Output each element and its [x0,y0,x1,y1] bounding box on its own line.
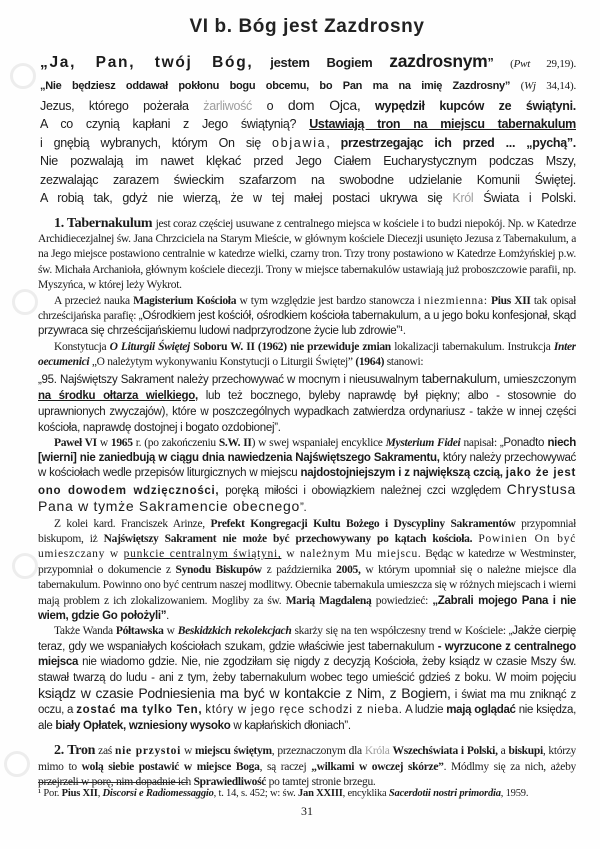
text-segment: umieszczonym [500,373,576,386]
page-footer [38,782,576,819]
text-segment: ksiądz w czasie Podniesienia ma być w kontakcie z Nim, z Bogiem, [38,685,451,702]
text-segment: , t. 14, s. 452; w: św. [213,788,298,799]
text-segment: Wj [524,80,536,92]
text-segment: W moim pojęciu [495,671,576,684]
text-segment: . Módlmy się za nich, ażeby przejrzeli w porę, nim dopadnie ich [38,760,576,789]
intro-quote-block [40,50,576,208]
text-segment: tak opisał chrześcijańska parafię: [38,294,576,322]
text-segment: ) w swej wspaniałej encyklice [251,436,386,449]
text-segment: Synodu Biskupów [175,563,262,576]
text-segment: Mysterium Fidei [385,436,461,449]
text-segment: biały Opłatek, [55,719,126,732]
text-segment: napisał: [460,436,500,449]
paragraph [38,371,576,436]
text-segment: z października [261,563,337,576]
text-segment: Będąc w katedrze w Westminster, przypomniał o dokumencie z [38,548,576,576]
text-segment: żarliwość [203,98,252,113]
text-segment: 1965 [110,436,133,449]
text-segment: A ludzie [402,704,447,717]
binder-hole [12,289,38,315]
text-segment: r. (po zakończeniu [132,436,219,449]
text-segment: objawia [272,135,327,150]
text-segment: Świata i Polski. [473,191,576,205]
text-segment: w [163,625,178,638]
text-segment: Sacerdotii nostri primordia [388,788,501,799]
binder-hole [12,553,38,579]
text-segment: w kapłańskich dłoniach”. [230,719,351,732]
text-segment: 2005, [336,563,361,576]
page-title: VI b. Bóg jest Zazdrosny [189,16,425,37]
text-segment: jestem Bogiem [253,55,390,70]
text-segment: na swobodne udzielanie Komunii Świętej. [296,172,576,187]
text-segment: zazdrosnym [389,51,488,71]
text-segment: zezwalając zarazem [40,172,174,187]
text-segment: Prefekt Kongregacji Kultu Bożego i Dyscypliny Sakramentów [210,517,516,530]
text-segment: jako że jest ono dowodem wdzięczności, [38,467,576,497]
text-segment: „O należytym wykonywaniu Konstytucji o Liturgii Świętej” [89,356,356,369]
text-segment: 2. Tron [54,743,96,759]
text-segment: który w jego ręce schodzi z nieba. [205,704,403,717]
page-number: 31 [301,804,313,818]
intro-line [40,171,576,190]
text-segment: - wyrzucone z centralnego miejsca [38,640,576,669]
text-segment: 29,19). [530,58,577,70]
text-segment: Króla [364,745,390,758]
text-segment: S.W. II [218,436,252,449]
text-segment: w [180,745,196,758]
text-segment: . [166,610,169,623]
text-segment: świeckim szafarzom [173,171,297,187]
text-segment: biskupi [508,745,543,758]
text-segment: Paweł VI [54,436,97,449]
text-segment: , przeznaczonym dla [271,745,365,758]
text-segment: „Nie będziesz oddawał pokłonu bogu obcemu, bo Pan ma na imię Zazdrosny” [40,80,521,92]
text-segment: najdostojniejszym i z największą czcią, [300,467,503,480]
text-segment: mają oglądać [446,704,516,717]
text-segment: Półtawska [115,625,164,638]
text-segment: Pius XII [61,788,98,799]
paragraph [38,436,576,517]
paragraph [38,517,576,625]
text-segment: ( [520,80,525,92]
text-segment: 1. Tabernakulum [54,215,156,231]
text-segment: w [96,436,111,449]
text-segment: , [97,788,103,799]
binder-hole [4,751,30,777]
text-segment: Sprawiedliwość [193,776,267,789]
text-segment: „wilkami w owczej skórze” [311,760,444,773]
text-segment: A co czynią kapłani z Jego świątynią? [40,117,310,131]
text-segment: miejscu świętym [195,745,272,758]
text-segment: wypędził kupców ze świątyni. [360,98,576,113]
text-segment: A przecież nauka [54,294,134,307]
text-segment: Pius XII [491,294,531,307]
text-segment: Powinien On być umieszczany w [38,533,576,561]
binder-hole [10,63,36,89]
paragraph [38,340,576,371]
text-segment: „Ośrodkiem jest kościół, ośrodkiem kościoła tabernakulum, a u jego boku konfesjonał, skąd przywraca się chrześcijańskiemu ludowi nadprzyrodzone życie lub zdrowie” [38,309,576,338]
text-segment: jest coraz częściej usuwane z centralnego miejsca w kościele i to budzi niepokój. Np. w Katedrze Archidiecezjalnej św. Jana Chrzciciela na Starym Mieście, w głównym kościele Diecezji usunięto Jezusa z Tabernakulum, a na Jego miejsce postawiono centralnie w katedrze wielki, czarny tron. Trzy trony postawiono w Katedrze Łomżyńskiej p.w. św. Michała Archanioła, głównym kościele diecezji. Trony w miejsce tabernakulów ustawiają już proboszczowie parafii, np. Myszyńca, w której leży Wykrot. [38,217,576,292]
text-segment: skarży się na ten współczesny trend w Kościele: [291,625,509,638]
text-segment: wolą siebie postawić w miejsce Boga [81,760,260,773]
intro-line [40,152,576,171]
text-segment: „Ponadto [499,436,548,449]
text-segment: zostać ma tylko Ten, [76,704,203,717]
text-segment: „Jakże cierpię teraz, gdy we wspaniałych kościołach szukam, gdzie właściwie jest tabernakulum [38,625,576,653]
intro-line [40,189,576,208]
text-segment: nie wiadomo gdzie. Nie, nie zgodziłam się nigdy z decyzją Kościoła, żeby ksiądz w czasie Mszy św. stawał twarzą do ludu - ani z tym, żeby tabernakulum wobec tego umieścić gdzieś z boku. [38,656,576,684]
text-segment: , którzy mimo to [38,745,576,773]
text-segment: lokalizacji tabernakulum. Instrukcja [394,340,554,353]
text-segment: który należy przechowywać w kościołach wedle przepisów liturgicznych w miejscu [38,451,576,480]
text-segment: Magisterium Kościoła [133,294,237,307]
text-segment: stanowi: [384,356,424,369]
intro-line [40,115,576,134]
text-segment: Także Wanda [54,625,116,638]
text-segment: punkcie centralnym świątyni, [123,548,282,561]
text-segment: w tym względzie jest bardzo stanowcza i [236,294,424,307]
paragraph [38,624,576,734]
text-segment: Wszechświata i Polski, [392,745,498,758]
intro-line [40,76,576,96]
page-content [38,14,576,791]
text-segment: , encyklika [342,788,389,799]
text-segment: Pwt [513,58,531,70]
text-segment: Ustawiają tron na miejscu tabernakulum [309,117,577,131]
text-segment: 34,14). [535,80,576,92]
text-segment: w należnym Mu miejscu. [281,548,422,561]
footnote-rule [38,782,188,783]
text-segment: niezmienna: [423,294,488,307]
text-segment: dom Ojca, [287,96,361,113]
text-segment: i świat ma mu zniknąć z oczu, a [38,689,576,717]
text-segment: Z kolei kard. Franciszek Arinze, [54,517,211,530]
text-segment: ( [510,58,514,70]
text-segment: Jan XXIII [298,788,343,799]
text-segment: „Zabrali mojego Pana i nie wiem, gdzie Go położyli” [38,594,576,623]
text-segment: , [326,135,341,150]
text-segment: Konstytucja [54,340,110,353]
text-segment: przypomniał biskupom, iż [38,517,576,545]
paragraph [38,216,576,294]
intro-line [40,50,576,76]
text-segment: i gnębią wybranych, którym On się [40,135,273,150]
intro-line [40,96,576,116]
paragraph [38,294,576,340]
text-segment: Najświętszy Sakrament nie może być przechowywany po kątach kościoła. [103,533,473,545]
text-segment: , 1959. [500,788,529,799]
text-segment: wzniesiony wysoko [128,719,231,732]
text-segment: lub też bocznego, byleby naprawdę był piękny; albo - stosownie do uprawnionych zwyczajów), które w poszczególnych wypadkach zatwierdza ordynariusz - także w innej części kościoła, naprawdę dostojnej i bogato ozdobionej”. [38,389,576,434]
text-segment: (1964) [355,356,385,369]
text-segment: po tamtej stronie brzegu. [266,776,376,789]
text-segment: tabernakulum, [421,370,501,386]
body-text [38,216,576,791]
text-segment: przed Jego Ciałem Eucharystycznym podczas Mszy, [241,154,576,168]
text-segment: przestrzegając ich przed ... „pychą”. [340,135,576,150]
text-segment: w którym upomniał się o należne miejsce dla tabernakulum. Powinno ono być centrum naszej modlitwy. Obecnie tabernakula umieszcza się w różnych miejscach i wierni mają problem z ich zlokalizowaniem. Mogliby za św. [38,563,576,607]
text-segment: o [252,98,288,113]
text-segment: a [497,745,509,758]
text-segment: ¹. [399,325,406,338]
text-segment: nie przystoi [114,745,181,758]
text-segment: „Ja, Pan, twój Bóg, [40,54,254,71]
text-segment: Inter oecumenici [38,340,576,369]
text-segment: Jezus, którego pożerała [40,98,204,113]
text-segment: Król [452,191,474,205]
text-segment: Chrystusa Pana w tymże Sakramencie obecnego [38,480,576,515]
text-segment: ”. [300,502,307,515]
text-segment: nie księdza, ale [38,704,576,732]
text-segment: Soboru W. II (1962) nie przewiduje zmian [189,340,395,353]
text-segment: Discorsi e Radiomessaggio [102,788,214,799]
text-segment: nawet klękać [160,153,242,168]
text-segment: ¹ Por. [38,788,62,799]
text-segment: na środku ołtarza wielkiego, [38,389,198,402]
intro-line [40,134,576,153]
text-segment: A robią tak, gdyż nie wierzą, że w tej małej postaci ukrywa się [40,191,453,205]
text-segment: Nie pozwalają im [40,154,161,168]
text-segment: O Liturgii Świętej [109,340,190,353]
text-segment: poręką miłości i obowiązkiem należnej czci względem [219,484,507,497]
text-segment: ” [487,56,511,70]
text-segment: Beskidzkich rekolekcjach [177,625,292,638]
text-segment: „95. Najświętszy Sakrament należy przechowywać w mocnym i nieusuwalnym [38,373,422,386]
text-segment: , są raczej [259,760,312,773]
text-segment: zaś [95,745,115,758]
text-segment: powiedzieć: [371,594,433,607]
text-segment: niech [wierni] nie zaniedbują w ciągu dnia nawiedzenia Najświętszego Sakramentu, [38,436,576,464]
text-segment: Marią Magdaleną [285,594,372,607]
footnote [38,787,576,800]
